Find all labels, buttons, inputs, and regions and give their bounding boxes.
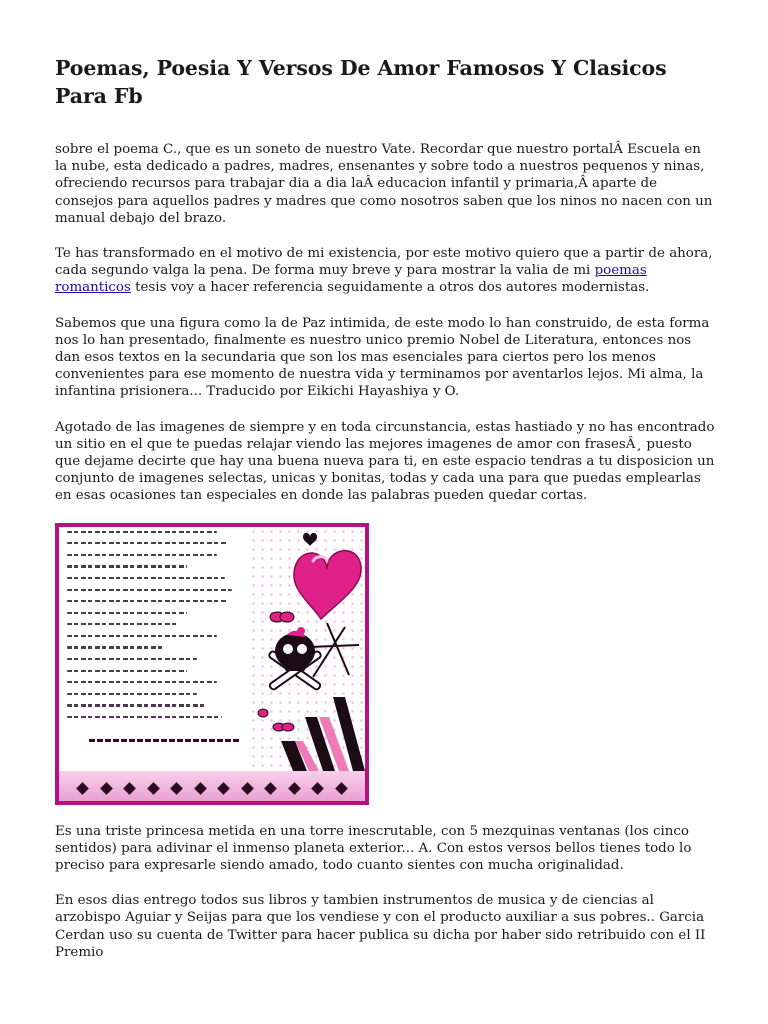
document-title: Poemas, Poesia Y Versos De Amor Famosos Y Clasicos Para Fb	[55, 56, 667, 108]
star-icon	[309, 623, 359, 677]
paragraph-2-text-before-link: Te has transformado en el motivo de mi existencia, por este motivo quiero que a partir de ahora, cada segundo valga la pena. De forma muy breve y para mostrar la valia de mi	[55, 246, 713, 279]
paragraph-3: Sabemos que una figura como la de Paz intimida, de este modo lo han construido, de esta forma nos lo han presentado, finalmente es nuestro unico premio Nobel de Literatura, entonces nos dan esos textos en la secundaria que son los mas esenciales para ciertos pero los menos convenientes para ese momento de nuestra vida y terminamos por aventarlos lejos. Mi alma, la infantina prisionera... Traducido por Eikichi Hayashiya y O.	[55, 315, 710, 400]
heart-icon	[294, 550, 361, 618]
paragraph-2	[55, 245, 715, 297]
paragraph-5: Es una triste princesa metida en una torre inescrutable, con 5 mezquinas ventanas (los cinco sentidos) para adivinar el inmenso planeta exterior... A. Con estos versos bellos tienes todo lo preciso para expresarle siendo amado, todo cuanto sientes con mucha originalidad.	[55, 823, 692, 874]
love-poem-image	[55, 523, 369, 805]
paragraph-2-text-after-link: tesis voy a hacer referencia seguidamente a otros dos autores modernistas.	[130, 280, 650, 296]
bottom-star-row	[59, 781, 365, 797]
small-heart-icon	[303, 533, 317, 546]
skull-crossbones-icon	[268, 627, 322, 690]
paragraph-1: sobre el poema C., que es un soneto de nuestro Vate. Recordar que nuestro portalÂ Escuela en la nube, esta dedicado a padres, madres, ensenantes y sobre todo a nuestros pequenos y ninas, ofreciendo recursos para trabajar dia a dia laÂ educacion infantil y primaria,Â aparte de consejos para aquellos padres y madres que como nosotros saben que los ninos no nacen con un manual debajo del brazo.	[55, 142, 713, 226]
black-stripes	[281, 697, 365, 771]
document-page	[55, 54, 715, 961]
love-poem-image-inner	[59, 527, 365, 801]
paragraph-6: En esos dias entrego todos sus libros y tambien instrumentos de musica y de ciencias al arzobispo Aguiar y Seijas para que los vendiese y con el producto auxiliar a sus pobres.. Garcia Cerdan uso su cuenta de Twitter para hacer publica su dicha por haber sido retribuido con el II Premio	[55, 893, 706, 960]
paragraph-4: Agotado de las imagenes de siempre y en toda circunstancia, estas hastiado y no has encontrado un sitio en el que te puedas relajar viendo las mejores imagenes de amor con frasesÂ¸ puesto que dejame decirte que hay una buena nueva para ti, en este espacio tendras a tu disposicion un conjunto de imagenes selectas, unicas y bonitas, todas y cada una para que puedas emplearlas en esas ocasiones tan especiales en donde las palabras pueden quedar cortas.	[55, 419, 715, 504]
emo-illustration	[209, 527, 365, 771]
poemas-romanticos-link[interactable]: poemas romanticos	[55, 263, 647, 296]
